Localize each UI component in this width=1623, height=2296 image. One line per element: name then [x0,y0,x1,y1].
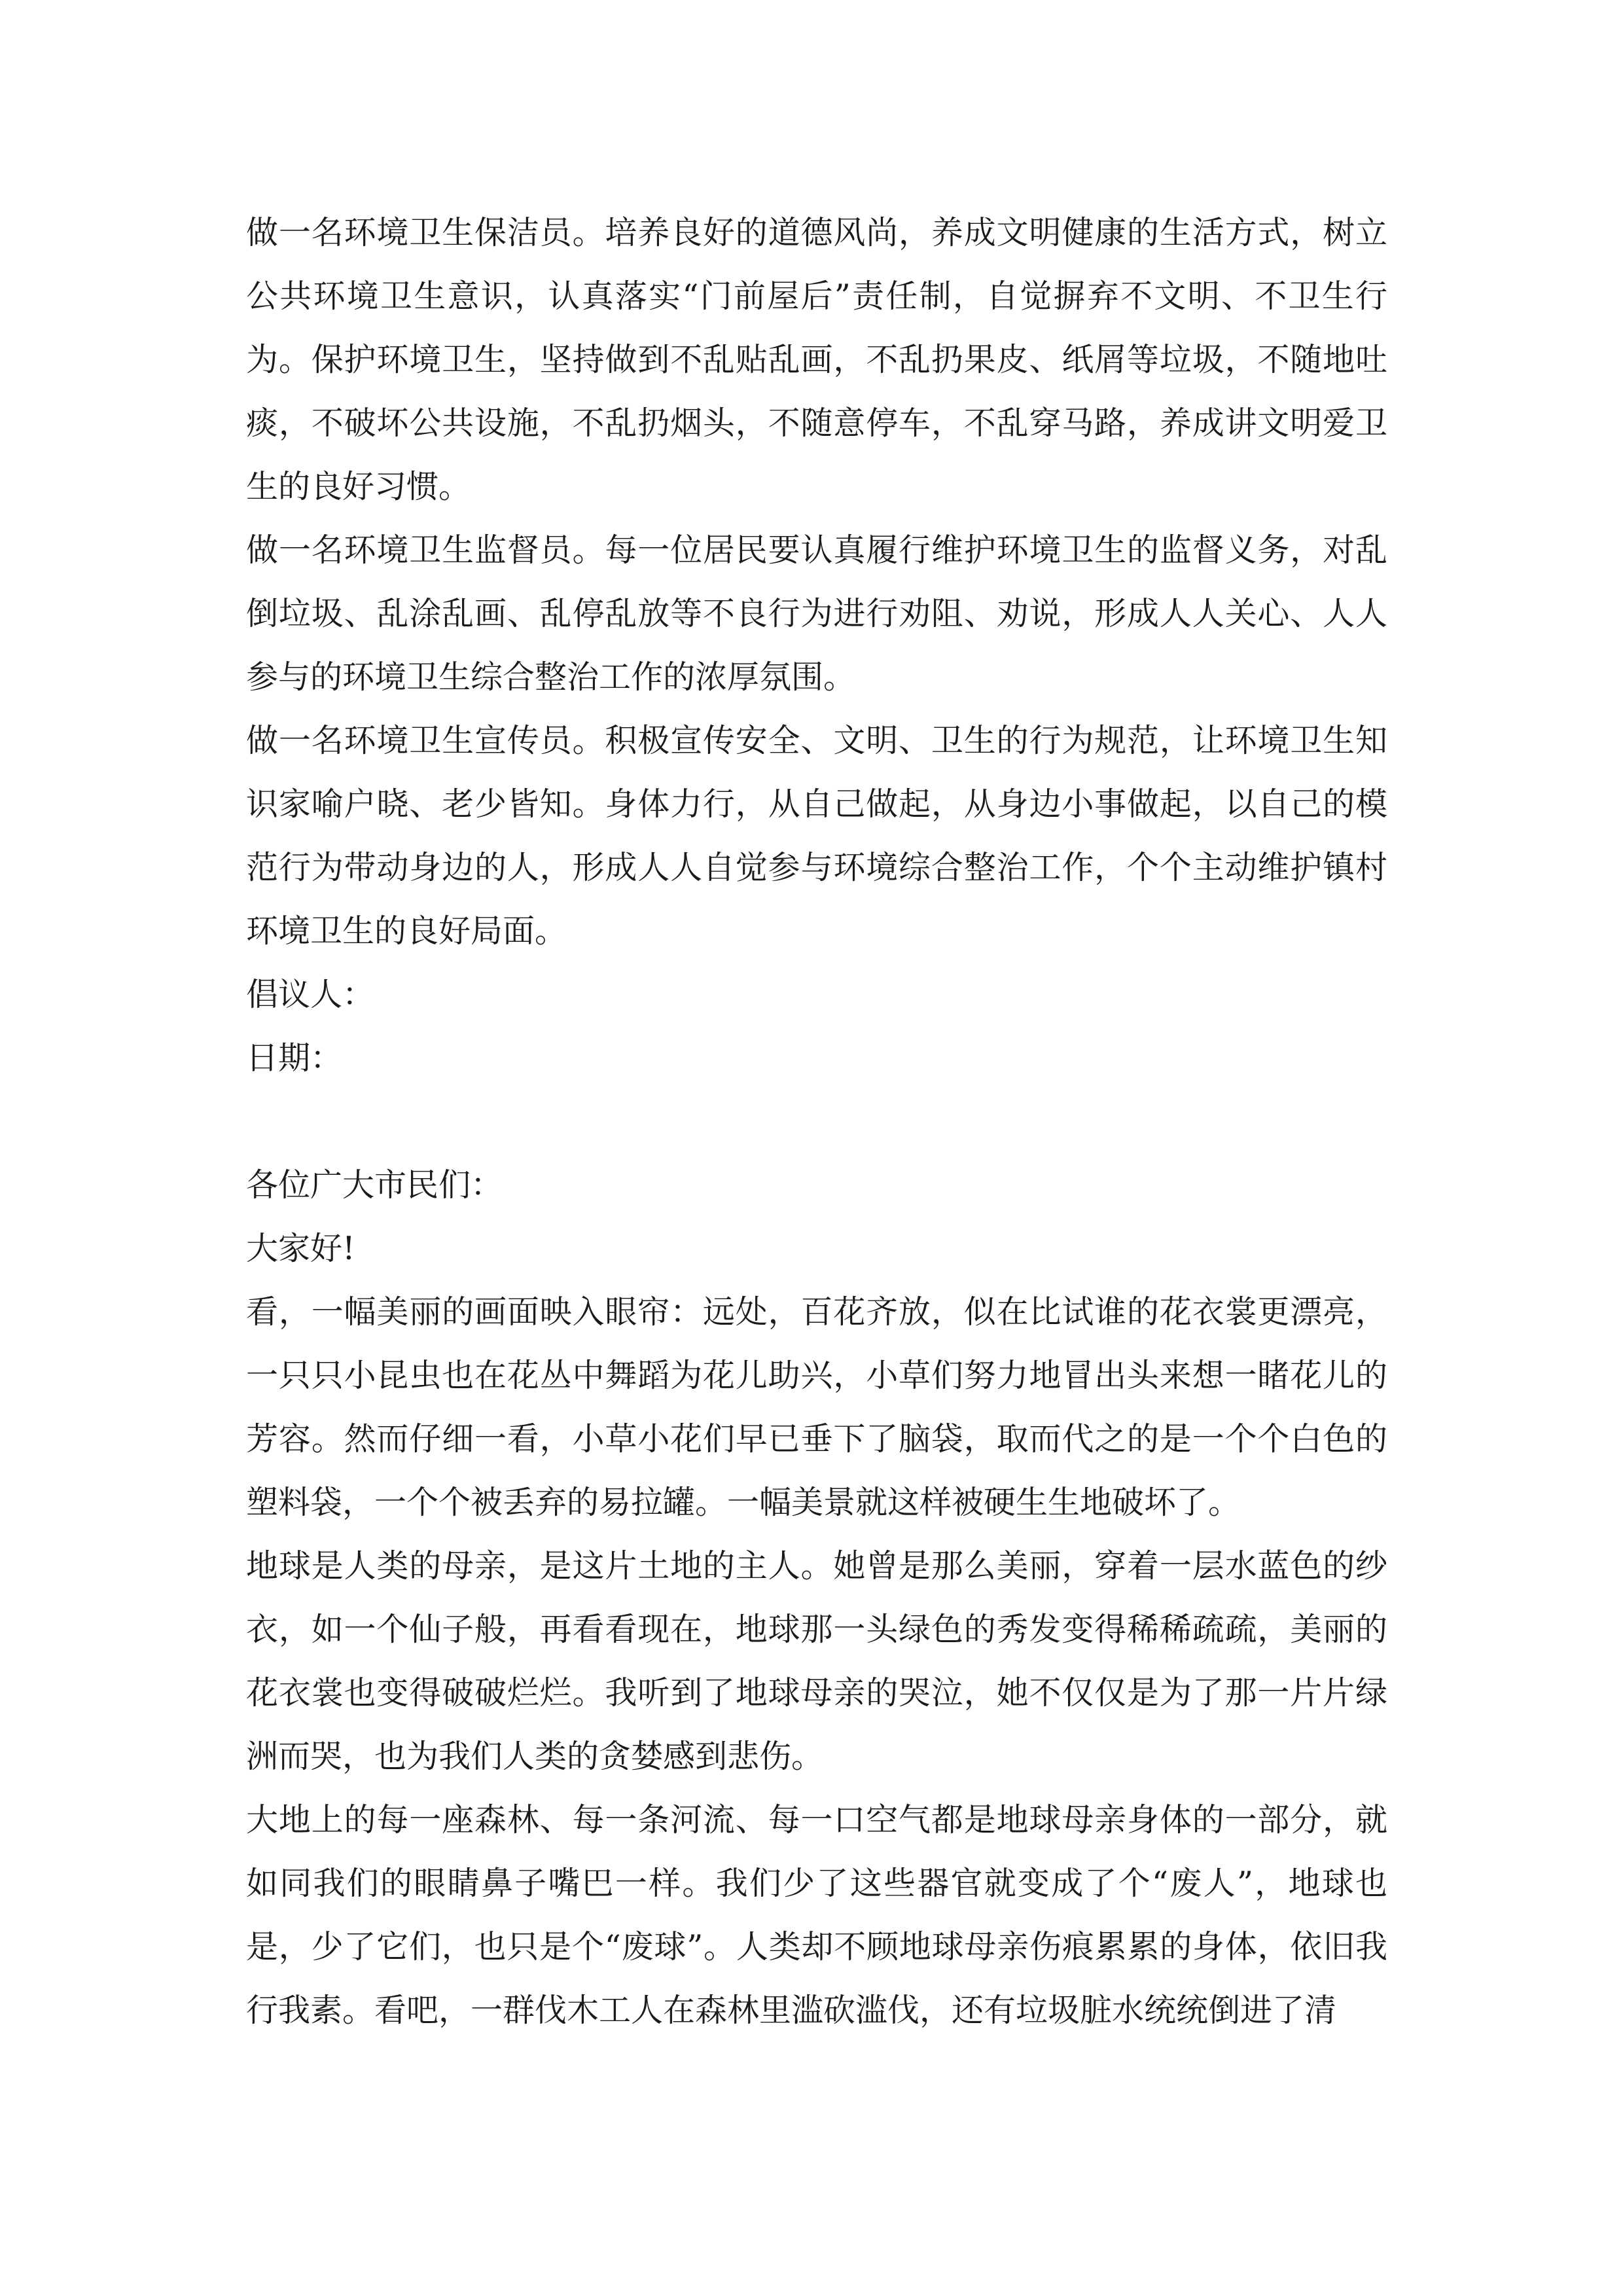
signatory-label: 倡议人： [246,976,375,1013]
paragraph-supervisor [246,518,1387,709]
paragraph-forests-rivers [246,1788,1387,2042]
paragraph-cleaner [246,201,1387,518]
paragraph-text: 做一名环境卫生监督员。每一位居民要认真履行维护环境卫生的监督义务，对乱倒垃圾、乱涂乱画、乱停乱放等不良行为进行劝阻、劝说，形成人人关心、人人参与的环境卫生综合整治工作的浓厚氛围。 [246,531,1387,696]
date-label: 日期： [246,1039,343,1077]
paragraph-text: 看，一幅美丽的画面映入眼帘：远处，百花齐放，似在比试谁的花衣裳更漂亮，一只只小昆虫也在花丛中舞蹈为花儿助兴，小草们努力地冒出头来想一睹花儿的芳容。然而仔细一看，小草小花们早已垂下了脑袋，取而代之的是一个个白色的塑料袋，一个个被丢弃的易拉罐。一幅美景就这样被硬生生地破坏了。 [246,1293,1387,1521]
paragraph-mother-earth [246,1534,1387,1788]
paragraph-text: 地球是人类的母亲，是这片土地的主人。她曾是那么美丽，穿着一层水蓝色的纱衣，如一个仙子般，再看看现在，地球那一头绿色的秀发变得稀稀疏疏，美丽的花衣裳也变得破破烂烂。我听到了地球母亲的哭泣，她不仅仅是为了那一片片绿洲而哭，也为我们人类的贪婪感到悲伤。 [246,1547,1387,1775]
greeting: 大家好! [246,1230,355,1267]
document-body [246,201,1387,2042]
salutation: 各位广大市民们： [246,1166,503,1204]
paragraph-text: 大地上的每一座森林、每一条河流、每一口空气都是地球母亲身体的一部分，就如同我们的眼睛鼻子嘴巴一样。我们少了这些器官就变成了个“废人”，地球也是，少了它们，也只是个“废球”。人类却不顾地球母亲伤痕累累的身体，依旧我行我素。看吧，一群伐木工人在森林里滥砍滥伐，还有垃圾脏水统统倒进了清 [246,1801,1387,2029]
paragraph-scene [246,1280,1387,1534]
section-spacer [246,1090,1387,1153]
paragraph-text: 做一名环境卫生宣传员。积极宣传安全、文明、卫生的行为规范，让环境卫生知识家喻户晓、老少皆知。身体力行，从自己做起，从身边小事做起，以自己的模范行为带动身边的人，形成人人自觉参与环境综合整治工作，个个主动维护镇村环境卫生的良好局面。 [246,722,1387,950]
paragraph-promoter [246,709,1387,963]
paragraph-text: 做一名环境卫生保洁员。培养良好的道德风尚，养成文明健康的生活方式，树立公共环境卫生意识，认真落实“门前屋后”责任制，自觉摒弃不文明、不卫生行为。保护环境卫生，坚持做到不乱贴乱画，不乱扔果皮、纸屑等垃圾，不随地吐痰，不破坏公共设施，不乱扔烟头，不随意停车，不乱穿马路，养成讲文明爱卫生的良好习惯。 [246,214,1387,505]
